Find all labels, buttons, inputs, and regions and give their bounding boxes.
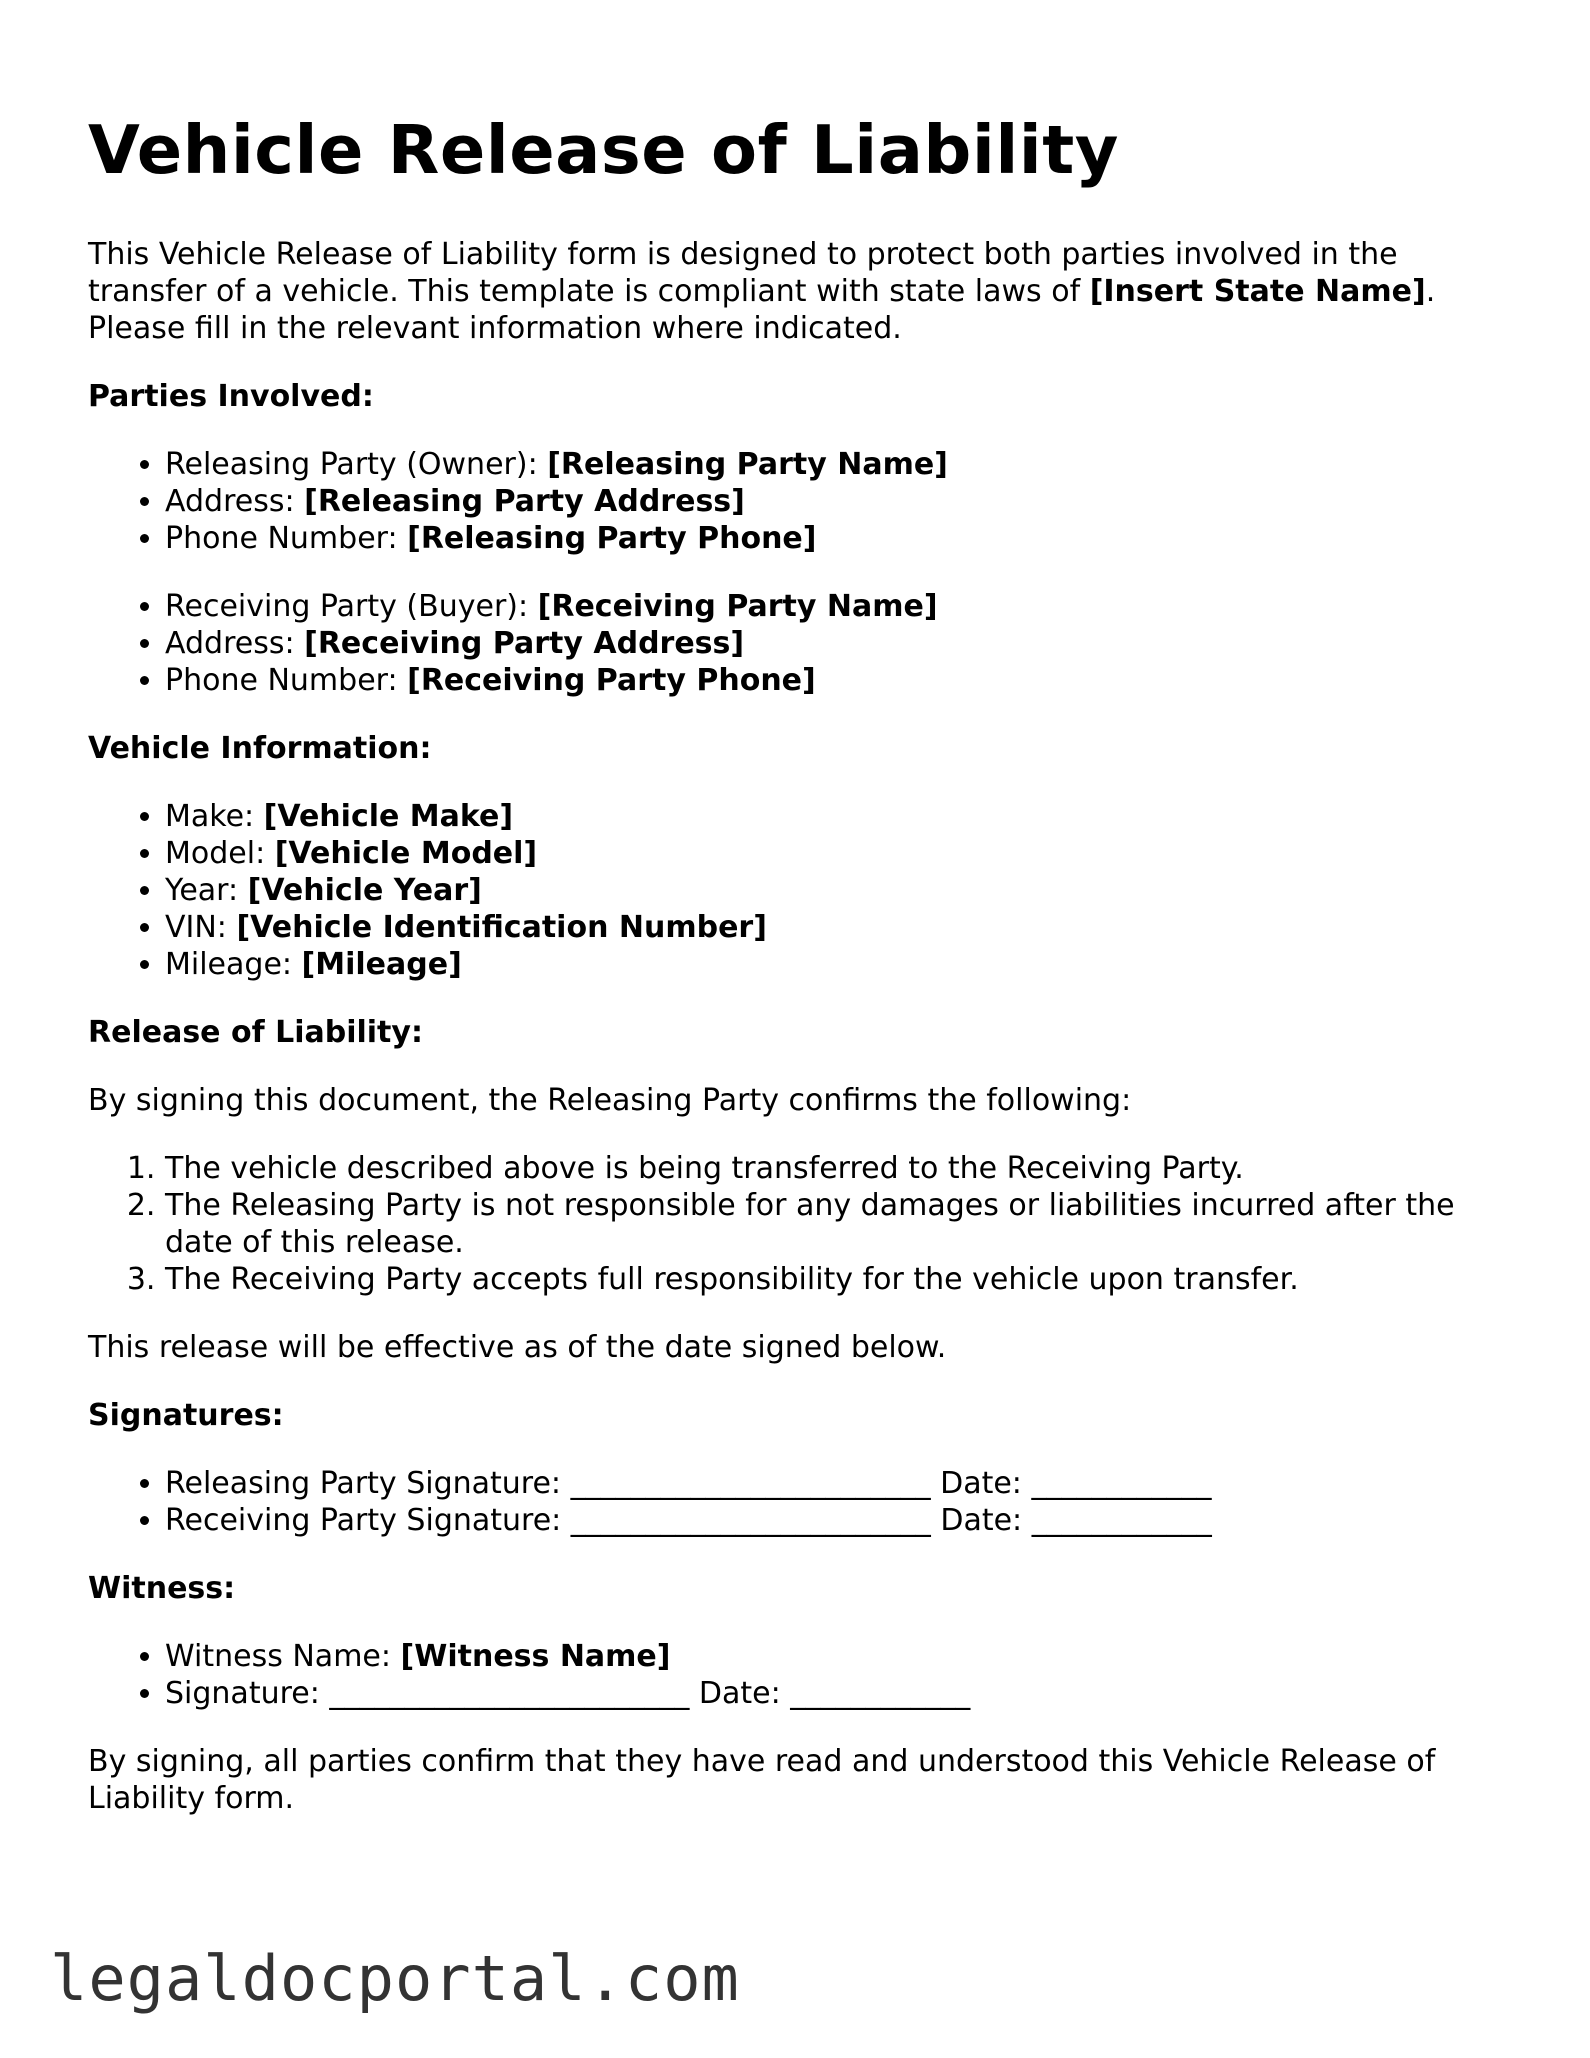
field-value: [Mileage] <box>301 947 462 982</box>
field-value: [Receiving Party Phone] <box>407 663 816 698</box>
document-page <box>88 108 1518 1848</box>
list-item <box>165 625 1518 662</box>
signatures-heading: Signatures: <box>88 1398 284 1433</box>
list-item <box>165 483 1518 520</box>
field-label: Witness Name: <box>165 1639 401 1674</box>
list-item <box>165 798 1518 835</box>
field-label: Receiving Party (Buyer): <box>165 589 538 624</box>
field-label: Mileage: <box>165 947 302 982</box>
vehicle-info-list <box>88 798 1518 983</box>
vehicle-heading: Vehicle Information: <box>88 731 432 766</box>
field-value: [Releasing Party Phone] <box>407 521 817 556</box>
release-lead: By signing this document, the Releasing Party confirms the following: <box>88 1083 1132 1118</box>
field-label: Year: <box>165 873 248 908</box>
state-placeholder: [Insert State Name] <box>1089 274 1426 309</box>
watermark-logo: legaldocportal.com <box>50 1942 740 2015</box>
signature-line: • Signature: ________________________ Date: ____________ <box>165 1675 1518 1712</box>
list-item <box>165 909 1518 946</box>
intro-text: This Vehicle Release of Liability form is designed to protect both parties involved in the transfer of a vehicle. This template is compliant with state laws of <box>88 237 1398 309</box>
field-value: [Vehicle Year] <box>247 873 482 908</box>
intro-text-end: . Please fill in the relevant information where indicated. <box>88 274 1436 346</box>
release-heading: Release of Liability: <box>88 1015 423 1050</box>
closing-paragraph: By signing, all parties confirm that they have read and understood this Vehicle Release of Liability form. <box>88 1744 1436 1816</box>
document-title: Vehicle Release of Liability <box>88 111 1119 189</box>
witness-list <box>88 1638 1518 1712</box>
list-item <box>165 872 1518 909</box>
signature-line: • Releasing Party Signature: ________________________ Date: ____________ <box>165 1465 1518 1502</box>
list-item: 2. The Releasing Party is not responsible for any damages or liabilities incurred after the date of this release. <box>165 1187 1518 1261</box>
field-label: Model: <box>165 836 275 871</box>
field-label: Phone Number: <box>165 521 408 556</box>
release-terms-list <box>88 1150 1518 1298</box>
parties-heading: Parties Involved: <box>88 379 374 414</box>
field-value: [Releasing Party Name] <box>547 447 948 482</box>
list-item <box>165 1638 1518 1675</box>
field-value: [Vehicle Model] <box>274 836 538 871</box>
field-label: VIN: <box>165 910 237 945</box>
field-value: [Vehicle Make] <box>263 799 514 834</box>
field-label: Make: <box>165 799 264 834</box>
field-value: [Witness Name] <box>400 1639 671 1674</box>
field-label: Address: <box>165 484 305 519</box>
effective-date-text: This release will be effective as of the date signed below. <box>88 1330 947 1365</box>
field-label: Phone Number: <box>165 663 408 698</box>
field-label: Releasing Party (Owner): <box>165 447 548 482</box>
list-item <box>165 520 1518 557</box>
intro-paragraph <box>88 236 1518 347</box>
field-value: [Receiving Party Name] <box>537 589 938 624</box>
witness-heading: Witness: <box>88 1571 236 1606</box>
field-value: [Releasing Party Address] <box>304 484 745 519</box>
field-value: [Receiving Party Address] <box>304 626 745 661</box>
list-item <box>165 835 1518 872</box>
list-item <box>165 588 1518 625</box>
list-item <box>165 662 1518 699</box>
signatures-list <box>88 1465 1518 1539</box>
field-label: Address: <box>165 626 305 661</box>
field-value: [Vehicle Identification Number] <box>236 910 767 945</box>
releasing-party-list <box>88 446 1518 557</box>
list-item: 3. The Receiving Party accepts full responsibility for the vehicle upon transfer. <box>165 1261 1518 1298</box>
list-item: 1. The vehicle described above is being transferred to the Receiving Party. <box>165 1150 1518 1187</box>
receiving-party-list <box>88 588 1518 699</box>
signature-line: • Receiving Party Signature: ________________________ Date: ____________ <box>165 1502 1518 1539</box>
list-item <box>165 446 1518 483</box>
list-item <box>165 946 1518 983</box>
